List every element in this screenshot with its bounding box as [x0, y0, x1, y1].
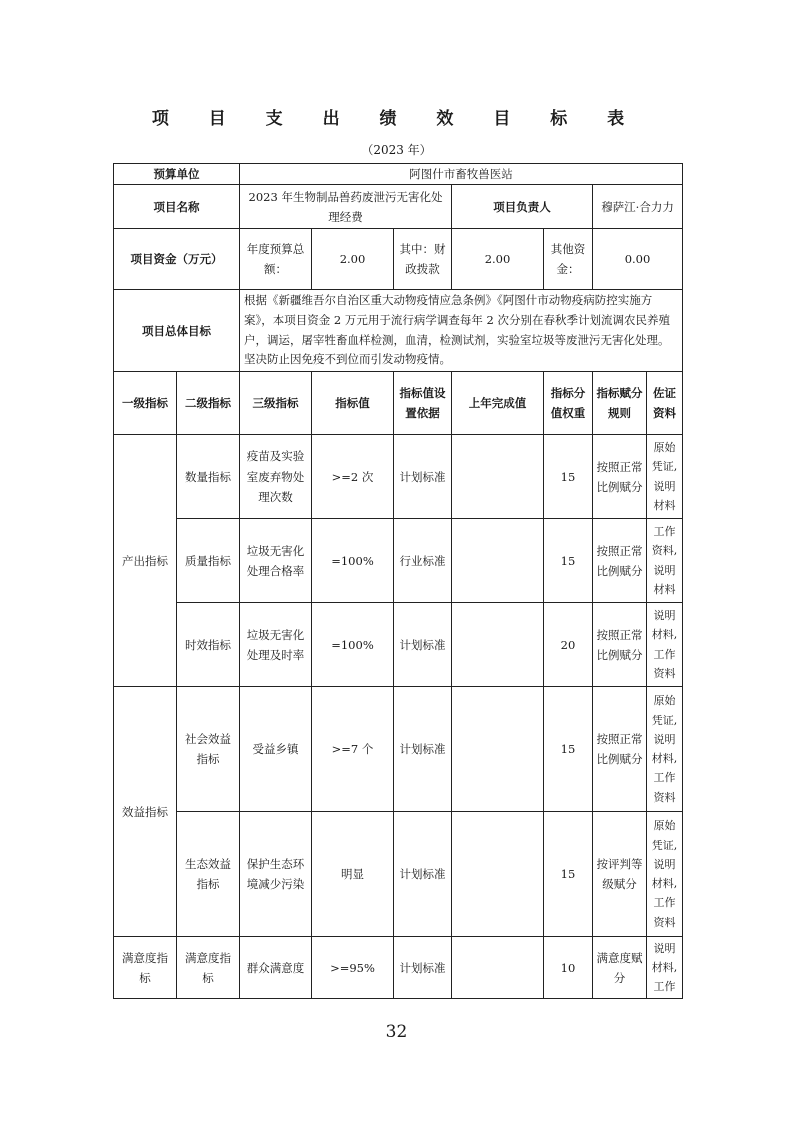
value-cell: >=7 个	[312, 687, 394, 812]
basis-cell: 行业标准	[394, 519, 452, 603]
value-cell: 明显	[312, 812, 394, 937]
weight-cell: 15	[544, 687, 593, 812]
weight-cell: 15	[544, 519, 593, 603]
level3-cell: 群众满意度	[240, 937, 312, 999]
budget-unit-label: 预算单位	[114, 164, 240, 185]
evidence-cell: 说明材料,工作	[647, 937, 683, 999]
table-row	[114, 687, 683, 812]
level3-cell: 垃圾无害化处理合格率	[240, 519, 312, 603]
level3-cell: 疫苗及实验室废弃物处理次数	[240, 435, 312, 519]
header-basis: 指标值设置依据	[394, 372, 452, 435]
page-title: 项 目 支 出 绩 效 目 标 表	[151, 109, 642, 129]
header-level3: 三级指标	[240, 372, 312, 435]
fiscal-label: 其中：财政拨款	[394, 229, 452, 290]
rule-cell: 按照正常比例赋分	[593, 603, 647, 687]
other-value: 0.00	[593, 229, 683, 290]
rule-cell: 满意度赋分	[593, 937, 647, 999]
basis-cell: 计划标准	[394, 687, 452, 812]
header-level2: 二级指标	[177, 372, 240, 435]
level2-cell: 时效指标	[177, 603, 240, 687]
value-cell: >=95%	[312, 937, 394, 999]
header-last-year: 上年完成值	[452, 372, 544, 435]
header-weight: 指标分值权重	[544, 372, 593, 435]
last-year-cell	[452, 435, 544, 519]
last-year-cell	[452, 603, 544, 687]
evidence-cell: 原始凭证,说明材料	[647, 435, 683, 519]
group-benefit: 效益指标	[114, 687, 177, 937]
budget-unit-value: 阿图什市畜牧兽医站	[240, 164, 683, 185]
level3-cell: 保护生态环境减少污染	[240, 812, 312, 937]
evidence-cell: 工作资料,说明材料	[647, 519, 683, 603]
table-row	[114, 603, 683, 687]
group-satisfaction: 满意度指标	[114, 937, 177, 999]
last-year-cell	[452, 687, 544, 812]
project-name-value: 2023 年生物制品兽药废泄污无害化处理经费	[240, 185, 452, 229]
project-leader-value: 穆萨江·合力力	[593, 185, 683, 229]
last-year-cell	[452, 937, 544, 999]
header-level1: 一级指标	[114, 372, 177, 435]
level3-cell: 垃圾无害化处理及时率	[240, 603, 312, 687]
level2-cell: 质量指标	[177, 519, 240, 603]
level2-cell: 社会效益指标	[177, 687, 240, 812]
value-cell: >=2 次	[312, 435, 394, 519]
weight-cell: 15	[544, 812, 593, 937]
group-output: 产出指标	[114, 435, 177, 687]
level2-cell: 生态效益指标	[177, 812, 240, 937]
rule-cell: 按照正常比例赋分	[593, 687, 647, 812]
basis-cell: 计划标准	[394, 435, 452, 519]
weight-cell: 10	[544, 937, 593, 999]
other-label: 其他资金：	[544, 229, 593, 290]
level2-cell: 数量指标	[177, 435, 240, 519]
annual-budget-value: 2.00	[312, 229, 394, 290]
funds-label: 项目资金（万元）	[114, 229, 240, 290]
header-value: 指标值	[312, 372, 394, 435]
evidence-cell: 原始凭证,说明材料,工作资料	[647, 812, 683, 937]
basis-cell: 计划标准	[394, 937, 452, 999]
weight-cell: 15	[544, 435, 593, 519]
header-evidence: 佐证资料	[647, 372, 683, 435]
rule-cell: 按照正常比例赋分	[593, 519, 647, 603]
value-cell: =100%	[312, 603, 394, 687]
evidence-cell: 说明材料,工作资料	[647, 603, 683, 687]
basis-cell: 计划标准	[394, 812, 452, 937]
page-number: 32	[385, 1022, 408, 1042]
basis-cell: 计划标准	[394, 603, 452, 687]
last-year-cell	[452, 812, 544, 937]
fiscal-value: 2.00	[452, 229, 544, 290]
last-year-cell	[452, 519, 544, 603]
table-row	[114, 519, 683, 603]
year-label: （2023 年）	[361, 143, 432, 157]
goal-label: 项目总体目标	[114, 290, 240, 372]
header-rule: 指标赋分规则	[593, 372, 647, 435]
project-leader-label: 项目负责人	[452, 185, 593, 229]
table-row	[114, 435, 683, 519]
performance-table	[113, 163, 683, 999]
goal-text: 根据《新疆维吾尔自治区重大动物疫情应急条例》《阿图什市动物疫病防控实施方案》，本项目资金 2 万元用于流行病学调查每年 2 次分别在春秋季计划流调农民养殖户，调运，屠宰牲畜血样检测，血清，检测试剂，实验室垃圾等废泄污无害化处理。坚决防止因免疫不到位而引发动物疫情。	[240, 290, 683, 372]
value-cell: =100%	[312, 519, 394, 603]
level2-cell: 满意度指标	[177, 937, 240, 999]
annual-budget-label: 年度预算总额：	[240, 229, 312, 290]
table-row	[114, 812, 683, 937]
rule-cell: 按评判等级赋分	[593, 812, 647, 937]
level3-cell: 受益乡镇	[240, 687, 312, 812]
project-name-label: 项目名称	[114, 185, 240, 229]
weight-cell: 20	[544, 603, 593, 687]
rule-cell: 按照正常比例赋分	[593, 435, 647, 519]
evidence-cell: 原始凭证,说明材料,工作资料	[647, 687, 683, 812]
table-row	[114, 937, 683, 999]
